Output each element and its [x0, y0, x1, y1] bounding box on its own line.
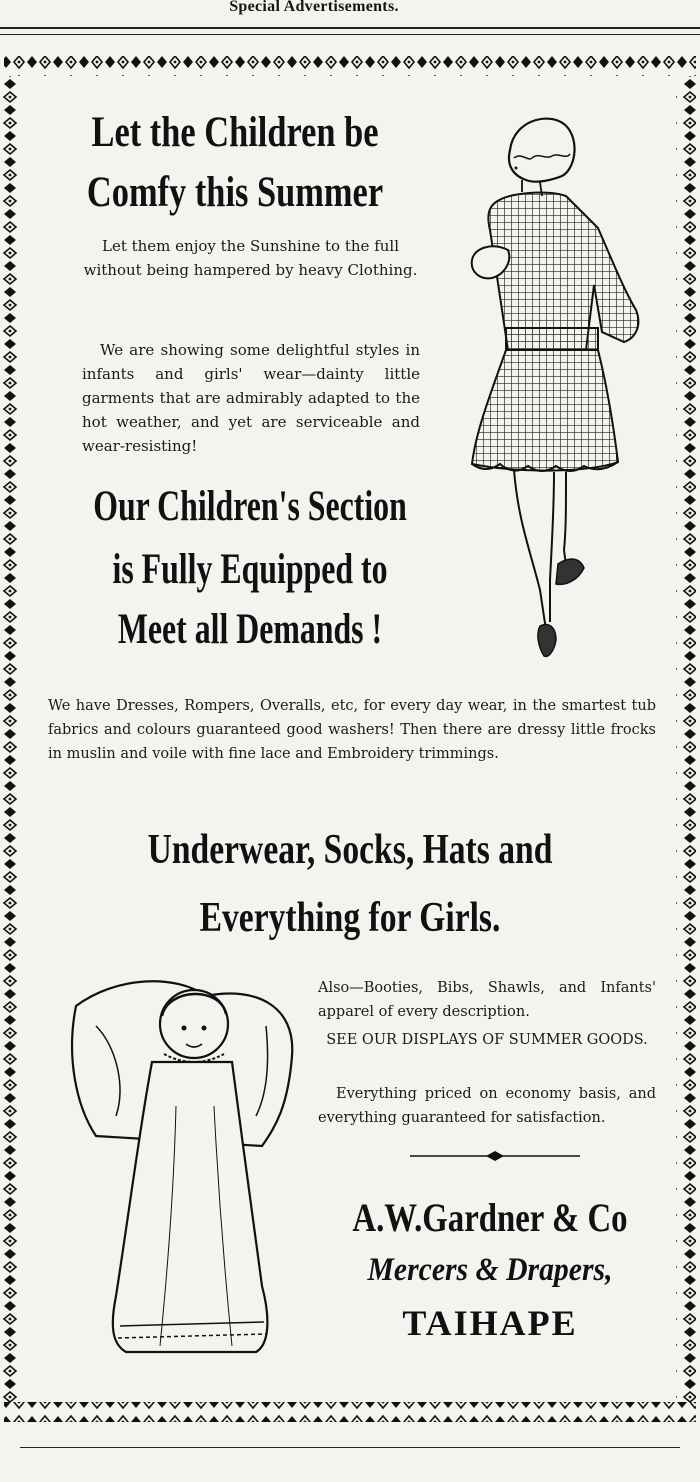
page-header-title: Special Advertisements. [229, 0, 399, 15]
company-name: A.W.Gardner & Co [352, 1195, 628, 1240]
girl-in-checked-dress-illustration [462, 110, 662, 665]
intro-paragraph: Let them enjoy the Sunshine to the full without being hampered by heavy Clothing. [83, 237, 418, 279]
underwear-heading-line-2: Everything for Girls. [199, 895, 501, 941]
section-heading-line-1: Our Children's Section [93, 483, 407, 530]
headline-line-1: Let the Children be [91, 109, 379, 156]
baby-in-gown-illustration [56, 966, 308, 1366]
section-heading-line-3: Meet all Demands ! [117, 606, 383, 653]
economy-paragraph: Everything priced on economy basis, and everything guaranteed for satisfaction. [318, 1086, 656, 1126]
dresses-paragraph: We have Dresses, Rompers, Overalls, etc, for every day wear, in the smartest tub fabrics and colours guaranteed good washers! Then there are dressy little frocks in muslin and voile with fine lace and Embroidery trimmings. [48, 698, 656, 762]
underwear-heading-line-1: Underwear, Socks, Hats and [147, 827, 553, 873]
section-heading-line-2: is Fully Equipped to [112, 546, 388, 593]
signature-divider [410, 1150, 580, 1162]
styles-paragraph: We are showing some delightful styles in infants and girls' wear—dainty little garments that are admirably adapted to the hot weather, and yet are serviceable and wear-resisting! [82, 341, 420, 455]
also-paragraph: Also—Booties, Bibs, Shawls, and Infants' apparel of every description. [318, 980, 656, 1020]
headline-line-2: Comfy this Summer [86, 169, 384, 216]
header-rule-top [0, 27, 700, 29]
footer-rule [20, 1447, 680, 1448]
displays-line: SEE OUR DISPLAYS OF SUMMER GOODS. [326, 1032, 648, 1048]
company-town: TAIHAPE [402, 1303, 578, 1343]
header-rule-bottom [0, 34, 700, 35]
company-trade: Mercers & Drapers, [367, 1252, 613, 1288]
